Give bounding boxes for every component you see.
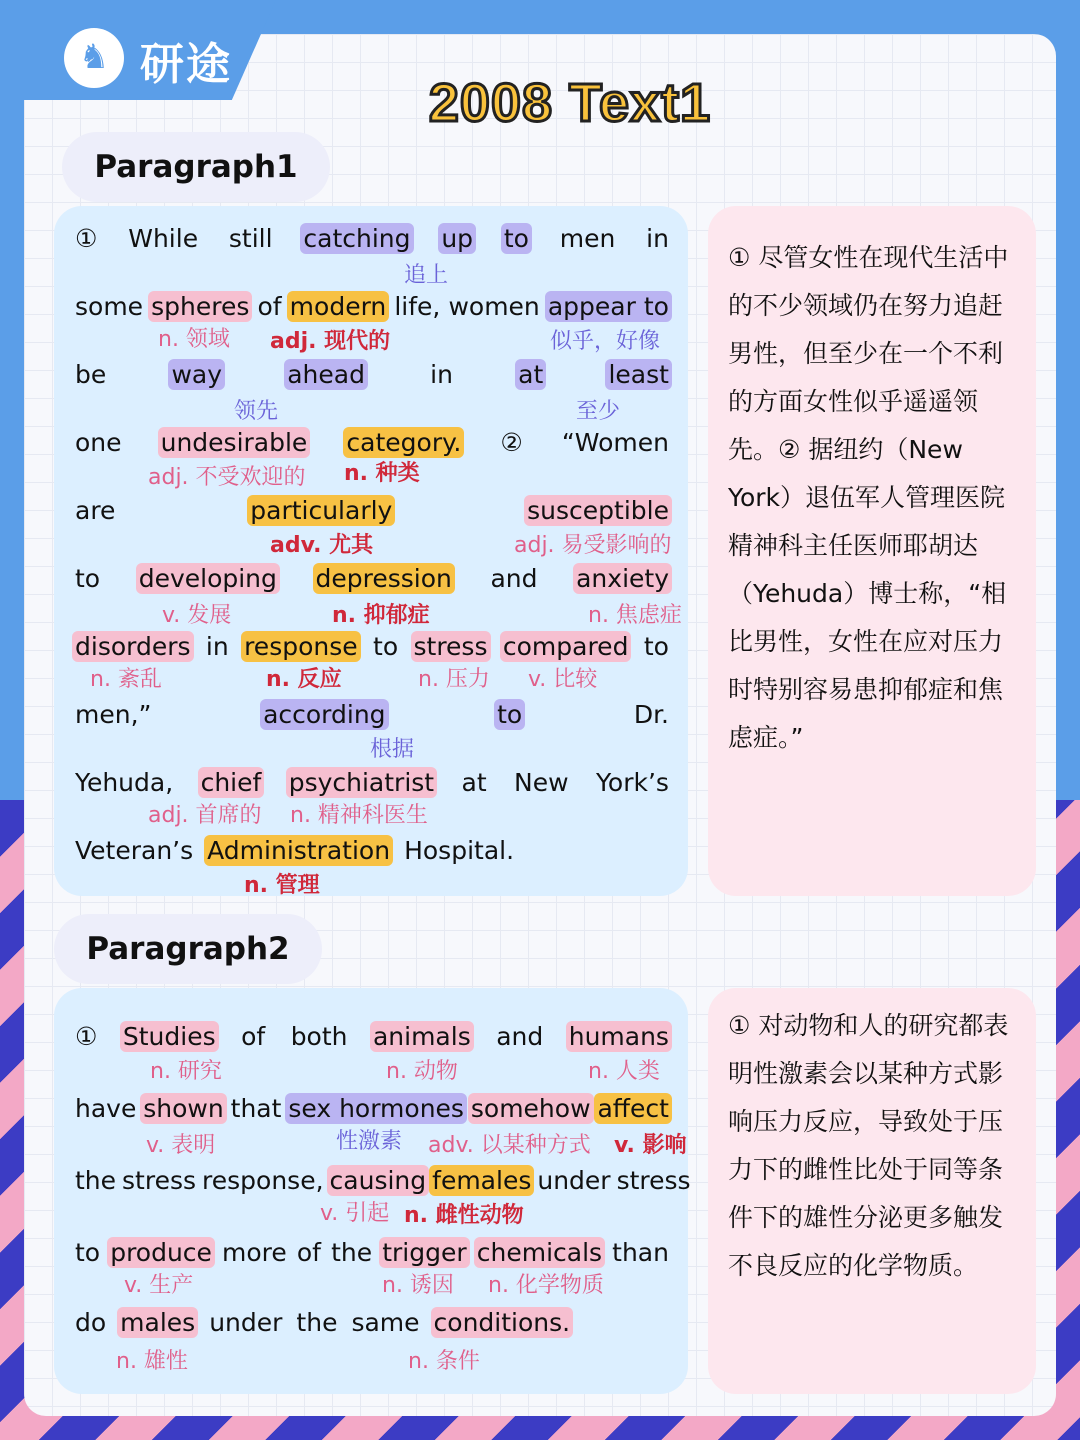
p1-line-2 <box>72 288 672 324</box>
gloss: adj. 不受欢迎的 <box>148 465 306 490</box>
gloss: n. 研究 <box>150 1059 222 1084</box>
word: stress <box>122 1165 197 1195</box>
word: Dr. <box>633 699 669 729</box>
p2-line-3 <box>72 1162 691 1198</box>
word: disorders <box>72 631 194 662</box>
word: under <box>537 1165 611 1195</box>
gloss: n. 诱因 <box>382 1273 454 1298</box>
paragraph2-label: Paragraph2 <box>54 914 322 984</box>
word: stress <box>411 631 491 662</box>
word: depression <box>313 563 455 594</box>
logo-tab <box>0 0 276 100</box>
word: somehow <box>468 1093 594 1124</box>
word: the <box>296 1307 338 1337</box>
gloss: adv. 尤其 <box>270 533 374 558</box>
p1-line-9 <box>72 764 672 800</box>
word: both <box>290 1021 348 1051</box>
word: chemicals <box>474 1237 605 1268</box>
gloss: 性激素 <box>336 1129 403 1154</box>
paragraph1-label: Paragraph1 <box>62 132 330 202</box>
word: still <box>228 223 273 253</box>
p1-line-7 <box>72 628 672 664</box>
p2-translation: ① 对动物和人的研究都表明性激素会以某种方式影响压力反应，导致处于压力下的雌性比处于同等条件下的雄性分泌更多触发不良反应的化学物质。 <box>728 1011 1009 1280</box>
gloss: 领先 <box>234 399 279 424</box>
word: affect <box>594 1093 671 1124</box>
word: Hospital. <box>404 835 515 865</box>
gloss: n. 压力 <box>418 667 490 692</box>
word: men <box>559 223 616 253</box>
word: and <box>490 563 538 593</box>
gloss: n. 人类 <box>588 1059 660 1084</box>
gloss: v. 生产 <box>124 1273 194 1298</box>
p2-line-5 <box>72 1304 672 1340</box>
word: shown <box>140 1093 226 1124</box>
word: life, <box>394 291 441 321</box>
word: animals <box>370 1021 474 1052</box>
word: susceptible <box>524 495 672 526</box>
gloss: adj. 易受影响的 <box>514 533 672 558</box>
word: be <box>75 359 107 389</box>
word: “Women <box>561 427 669 457</box>
word: sex hormones <box>285 1093 467 1124</box>
word: least <box>605 359 671 390</box>
word: to <box>494 699 525 730</box>
word: undesirable <box>158 427 311 458</box>
gloss: v. 表明 <box>146 1133 216 1158</box>
word: than <box>612 1237 669 1267</box>
word: and <box>496 1021 544 1051</box>
word: ② <box>500 427 523 457</box>
word: the <box>75 1165 117 1195</box>
gloss: n. 化学物质 <box>488 1273 604 1298</box>
word: to <box>75 1237 101 1267</box>
word: developing <box>136 563 280 594</box>
word: particularly <box>247 495 395 526</box>
word: some <box>75 291 144 321</box>
gloss: 至少 <box>576 399 621 424</box>
word: of <box>257 291 282 321</box>
gloss: adj. 现代的 <box>270 329 391 354</box>
gloss: 似乎，好像 <box>550 329 661 354</box>
word: ① <box>75 1021 98 1051</box>
word: anxiety <box>573 563 672 594</box>
word: that <box>230 1093 282 1123</box>
word: appear to <box>545 291 672 322</box>
word: psychiatrist <box>286 767 437 798</box>
p1-translation: ① 尽管女性在现代生活中的不少领域仍在努力追赶男性，但至少在一个不利的方面女性似乎遥遥领先。② 据纽约（New York）退伍军人管理医院精神科主任医师耶胡达（Yehuda）博士称，“相比男性，女性在应对压力时特别容易患抑郁症和焦虑症。” <box>728 243 1009 752</box>
word: are <box>75 495 116 525</box>
word: do <box>75 1307 107 1337</box>
gloss: n. 雄性 <box>116 1349 188 1374</box>
word: same <box>351 1307 420 1337</box>
p1-line-5 <box>72 492 672 528</box>
word: chief <box>198 767 265 798</box>
word: of <box>296 1237 321 1267</box>
word: humans <box>566 1021 672 1052</box>
word: compared <box>500 631 632 662</box>
word: men,” <box>75 699 152 729</box>
page-title: 2008 Text1 <box>428 73 712 133</box>
gloss: n. 领域 <box>158 327 230 352</box>
gloss: n. 动物 <box>386 1059 458 1084</box>
p2-line-4 <box>72 1234 672 1270</box>
gloss: 追上 <box>404 263 449 288</box>
p1-line-1 <box>72 220 672 256</box>
p1-line-6 <box>72 560 672 596</box>
word: under <box>209 1307 283 1337</box>
gloss: adj. 首席的 <box>148 803 262 828</box>
gloss: n. 管理 <box>244 873 320 898</box>
word: to <box>643 631 669 661</box>
unicorn-logo-icon: ♞ <box>64 28 124 88</box>
word: at <box>461 767 487 797</box>
word: conditions. <box>431 1307 574 1338</box>
word: New <box>514 767 569 797</box>
gloss: n. 条件 <box>408 1349 480 1374</box>
word: Veteran’s <box>75 835 194 865</box>
word: Yehuda, <box>75 767 174 797</box>
word: have <box>75 1093 137 1123</box>
gloss: n. 精神科医生 <box>290 803 428 828</box>
word: response, <box>202 1165 324 1195</box>
gloss: v. 影响 <box>614 1133 687 1158</box>
gloss: v. 发展 <box>162 603 232 628</box>
word: women <box>448 291 540 321</box>
word: way <box>168 359 225 390</box>
p1-line-10 <box>72 832 672 868</box>
brand-name: 研途 <box>140 39 232 90</box>
word: York’s <box>595 767 669 797</box>
word: ahead <box>284 359 368 390</box>
gloss: 根据 <box>370 737 415 762</box>
word: at <box>515 359 546 390</box>
gloss: n. 反应 <box>266 667 342 692</box>
word: the <box>331 1237 373 1267</box>
word: response <box>241 631 361 662</box>
gloss: v. 引起 <box>320 1201 390 1226</box>
word: up <box>438 223 476 254</box>
p1-line-4 <box>72 424 672 460</box>
p2-line-1 <box>72 1018 672 1054</box>
gloss: n. 焦虑症 <box>588 603 682 628</box>
word: While <box>128 223 199 253</box>
word: according <box>260 699 388 730</box>
word: in <box>430 359 453 389</box>
word: Studies <box>120 1021 219 1052</box>
p1-line-3 <box>72 356 672 392</box>
word: more <box>222 1237 287 1267</box>
word: in <box>205 631 229 661</box>
gloss: n. 紊乱 <box>90 667 162 692</box>
word: stress <box>616 1165 691 1195</box>
word: ① <box>75 223 98 253</box>
word: Administration <box>204 835 393 866</box>
p2-line-2 <box>72 1090 672 1126</box>
word: spheres <box>148 291 252 322</box>
p1-line-8 <box>72 696 672 732</box>
word: causing <box>327 1165 430 1196</box>
word: catching <box>300 223 413 254</box>
gloss: v. 比较 <box>528 667 598 692</box>
word: category. <box>343 427 464 458</box>
word: males <box>117 1307 198 1338</box>
word: females <box>429 1165 534 1196</box>
word: trigger <box>379 1237 469 1268</box>
gloss: n. 雌性动物 <box>404 1203 524 1228</box>
gloss: adv. 以某种方式 <box>428 1133 591 1158</box>
word: in <box>646 223 669 253</box>
word: modern <box>287 291 390 322</box>
word: to <box>501 223 532 254</box>
gloss: n. 种类 <box>344 461 420 486</box>
word: to <box>75 563 101 593</box>
word: to <box>373 631 399 661</box>
word: produce <box>107 1237 215 1268</box>
word: one <box>75 427 122 457</box>
gloss: n. 抑郁症 <box>332 603 430 628</box>
word: of <box>241 1021 266 1051</box>
